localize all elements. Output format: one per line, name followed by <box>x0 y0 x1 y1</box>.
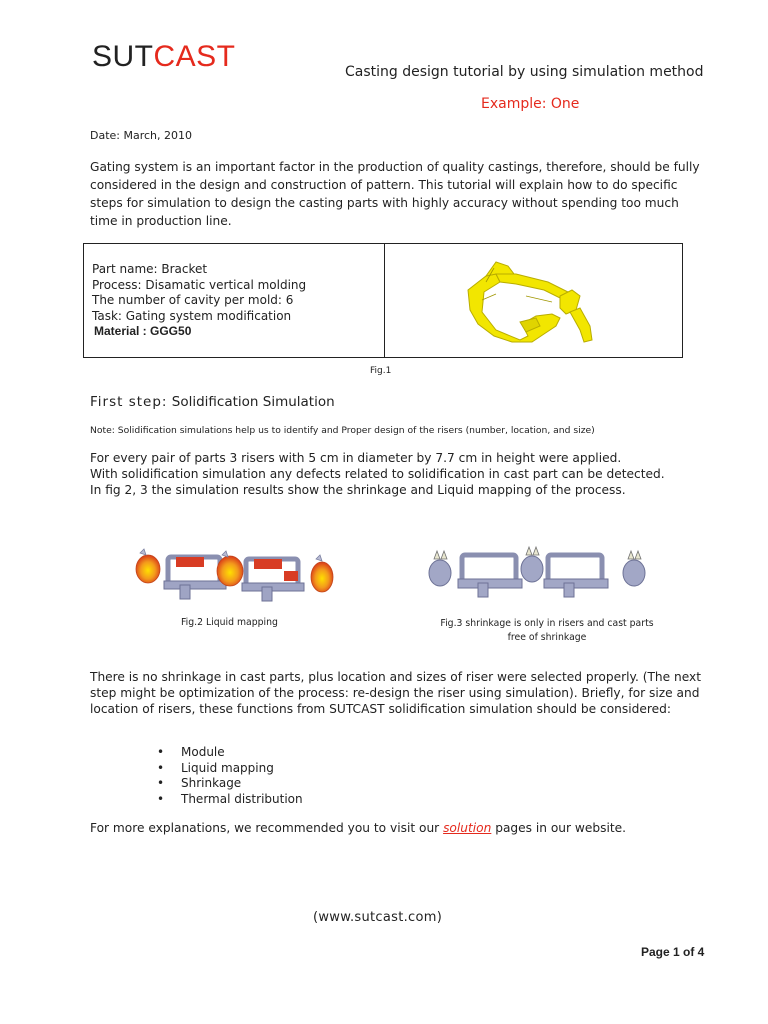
list-item-label: Shrinkage <box>181 776 242 790</box>
fig1-caption: Fig.1 <box>370 366 392 376</box>
part-name-line: Part name: Bracket <box>92 262 208 276</box>
part-info-text <box>92 262 306 340</box>
step-label: First step: <box>90 394 168 410</box>
date-line: Date: March, 2010 <box>90 129 193 142</box>
list-item <box>157 776 303 792</box>
logo-text-sut: SUT <box>92 40 154 73</box>
list-item-label: Thermal distribution <box>181 791 303 806</box>
document-title: Casting design tutorial by using simulation method <box>345 64 704 80</box>
page-number: Page 1 of 4 <box>641 945 705 959</box>
list-item-label: Module <box>181 745 225 759</box>
note-text: Note: Solidification simulations help us to identify and Proper design of the risers (number, location, and size) <box>90 425 595 436</box>
sutcast-logo <box>92 40 236 74</box>
intro-paragraph: Gating system is an important factor in the production of quality castings, therefore, should be fully considered in the design and construction of pattern. This tutorial will explain how to do specific steps for simulation to design the casting parts with highly accuracy without spending too much time in production line. <box>90 160 700 228</box>
riser-line-1: For every pair of parts 3 risers with 5 cm in diameter by 7.7 cm in height were applied. <box>90 451 622 465</box>
table-divider <box>384 244 385 357</box>
function-list <box>157 745 303 807</box>
shrinkage-image <box>428 545 648 605</box>
logo-text-cast: CAST <box>153 40 236 73</box>
bullet-icon: • <box>157 791 165 806</box>
more-info-line <box>90 821 626 835</box>
cavity-line: The number of cavity per mold: 6 <box>92 293 294 307</box>
bullet-icon: • <box>157 776 165 790</box>
list-item <box>157 792 303 808</box>
step-title: Solidification Simulation <box>171 394 335 410</box>
fig2-caption: Fig.2 Liquid mapping <box>181 617 278 628</box>
process-line: Process: Disamatic vertical molding <box>92 277 307 292</box>
liquid-mapping-image <box>134 545 334 605</box>
bracket-part-image <box>456 252 606 352</box>
bullet-icon: • <box>157 745 165 759</box>
riser-line-3: In fig 2, 3 the simulation results show the shrinkage and Liquid mapping of the process. <box>90 483 626 497</box>
more-info-after: pages in our website. <box>491 821 627 835</box>
list-item <box>157 745 303 761</box>
conclusion-paragraph: There is no shrinkage in cast parts, plus location and sizes of riser were selected properly. (The next step might be optimization of the process: re-design the riser using simulation). Briefly, for size and location of risers, these functions from SUTCAST solidification simulation should be considered: <box>90 670 702 716</box>
fig3-caption: Fig.3 shrinkage is only in risers and cast parts free of shrinkage <box>440 618 654 643</box>
riser-line-2: With solidification simulation any defects related to solidification in cast part can be detected. <box>90 467 665 481</box>
website-link[interactable]: (www.sutcast.com) <box>313 910 443 925</box>
step-heading <box>90 394 335 410</box>
solution-link[interactable]: solution <box>443 821 492 835</box>
example-subtitle: Example: One <box>481 96 580 112</box>
list-item <box>157 761 303 777</box>
bullet-icon: • <box>157 760 165 775</box>
task-line: Task: Gating system modification <box>92 308 292 323</box>
list-item-label: Liquid mapping <box>181 760 274 775</box>
material-line: Material : GGG50 <box>94 324 192 338</box>
riser-paragraph <box>90 450 710 498</box>
more-info-before: For more explanations, we recommended you to visit our <box>90 821 444 835</box>
part-info-table <box>83 243 683 358</box>
